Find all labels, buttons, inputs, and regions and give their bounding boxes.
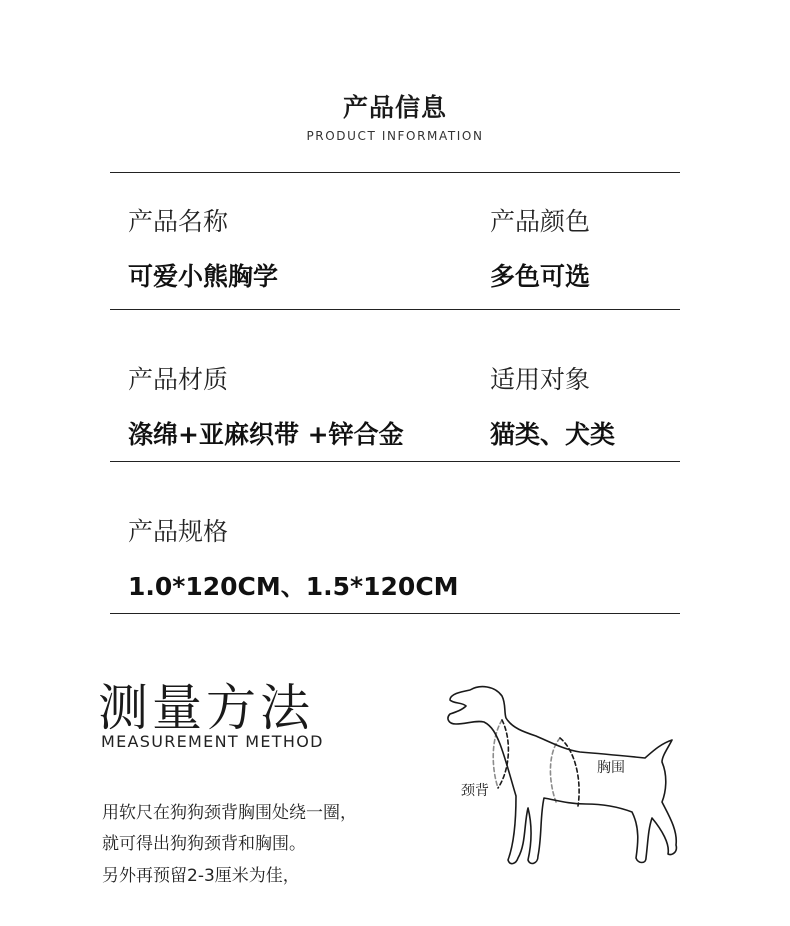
product-spec-label: 产品规格	[128, 517, 229, 546]
neck-measure-back	[493, 720, 502, 788]
target-audience-value: 猫类、犬类	[490, 420, 616, 449]
product-spec-value: 1.0*120CM、1.5*120CM	[128, 572, 459, 601]
neck-label: 颈背	[461, 783, 489, 799]
measure-instruction-line: 另外再预留2-3厘米为佳，	[102, 866, 300, 886]
measure-title: 测量方法	[98, 679, 314, 737]
divider	[110, 309, 680, 310]
page-title: 产品信息	[342, 93, 447, 122]
dog-body-outline	[448, 687, 676, 864]
divider	[110, 172, 680, 173]
product-name-value: 可爱小熊胸学	[128, 262, 279, 291]
page-subtitle: PRODUCT INFORMATION	[306, 129, 484, 143]
measure-subtitle: MEASUREMENT METHOD	[101, 732, 324, 751]
chest-measure-back	[550, 738, 560, 802]
product-name-label: 产品名称	[128, 207, 229, 236]
measure-instruction-line: 就可得出狗狗颈背和胸围。	[102, 834, 306, 854]
product-material-label: 产品材质	[128, 365, 229, 394]
measure-instruction-line: 用软尺在狗狗颈背胸围处绕一圈，	[102, 803, 357, 823]
divider	[110, 613, 680, 614]
chest-measure-line	[560, 738, 579, 806]
divider	[110, 461, 680, 462]
target-audience-label: 适用对象	[490, 365, 591, 394]
product-material-value: 涤绵+亚麻织带 +锌合金	[128, 420, 404, 449]
product-color-label: 产品颜色	[490, 207, 591, 236]
product-color-value: 多色可选	[490, 262, 591, 291]
chest-label: 胸围	[597, 760, 625, 776]
